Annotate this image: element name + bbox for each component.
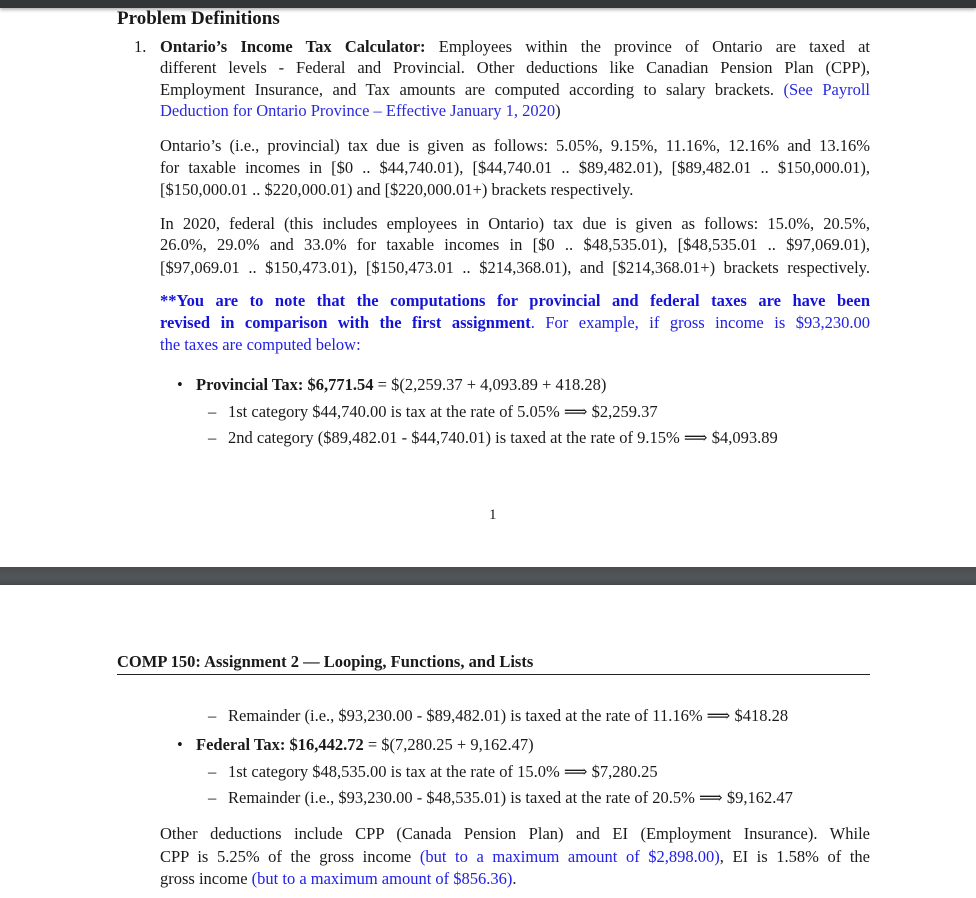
bullet: •	[177, 375, 183, 394]
text: )	[555, 101, 561, 120]
paragraph-line	[160, 101, 561, 121]
paragraph-line	[160, 80, 870, 100]
dash: –	[208, 428, 217, 447]
text: Employees within the province of Ontario are taxed at	[438, 37, 871, 56]
paragraph-line	[160, 847, 870, 867]
paragraph-line: 26.0%, 29.0% and 33.0% for taxable incomes in [$0 .. $48,535.01), [$48,535.01 .. $97,069.01),	[160, 235, 870, 254]
header-rule	[117, 674, 870, 675]
item-number: 1.	[134, 37, 147, 56]
provincial-tax-label: Provincial Tax: $6,771.54	[196, 375, 374, 394]
running-header	[117, 652, 533, 672]
note-bold: revised in comparison with the first assignment	[160, 313, 531, 332]
payroll-link-continued[interactable]: Deduction for Ontario Province – Effective January 1, 2020	[160, 101, 556, 120]
note-bold: **You are to note that the computations for provincial and federal taxes are have been	[160, 291, 870, 310]
note-text: . For example, if gross income is $93,230.00	[530, 313, 870, 332]
paragraph-line	[160, 869, 517, 889]
note-text: (but to a maximum amount of $856.36)	[251, 869, 513, 888]
viewer-toolbar	[0, 0, 976, 8]
dash: –	[208, 706, 217, 725]
sub-item: Remainder (i.e., $93,230.00 - $89,482.01) is taxed at the rate of 11.16% ⟹ $418.28	[228, 706, 789, 725]
paragraph-line: for taxable incomes in [$0 .. $44,740.01), [$44,740.01 .. $89,482.01), [$89,482.01 .. $150,000.01),	[160, 158, 870, 177]
provincial-tax-line	[196, 375, 606, 395]
sub-item: 1st category $44,740.00 is tax at the rate of 5.05% ⟹ $2,259.37	[228, 402, 658, 421]
page-separator	[0, 567, 976, 585]
dash: –	[208, 762, 217, 781]
text: .	[512, 869, 517, 888]
payroll-link[interactable]: (See Payroll	[783, 80, 870, 99]
item-title: Ontario’s Income Tax Calculator:	[160, 37, 426, 56]
dash: –	[208, 402, 217, 421]
paragraph-line	[160, 313, 870, 333]
assignment-title: : Assignment 2 — Looping, Functions, and Lists	[195, 652, 534, 671]
text: CPP is 5.25% of the gross income	[160, 847, 420, 866]
section-heading: Problem Definitions	[117, 8, 280, 29]
paragraph-line: Ontario’s (i.e., provincial) tax due is given as follows: 5.05%, 9.15%, 11.16%, 12.16% and 13.16%	[160, 136, 870, 155]
note-text: (but to a maximum amount of $2,898.00)	[419, 847, 720, 866]
paragraph-line: [$150,000.01 .. $220,000.01) and [$220,000.01+) brackets respectively.	[160, 180, 634, 199]
paragraph-line: Other deductions include CPP (Canada Pension Plan) and EI (Employment Insurance). While	[160, 824, 870, 843]
paragraph-line: different levels - Federal and Provincial. Other deductions like Canadian Pension Plan (CPP),	[160, 58, 870, 77]
sub-item: 1st category $48,535.00 is tax at the rate of 15.0% ⟹ $7,280.25	[228, 762, 658, 781]
formula: = $(2,259.37 + 4,093.89 + 418.28)	[373, 375, 607, 394]
text: gross income	[160, 869, 252, 888]
note-text: the taxes are computed below:	[160, 335, 361, 354]
text: , EI is 1.58% of the	[719, 847, 870, 866]
paragraph-line: In 2020, federal (this includes employees in Ontario) tax due is given as follows: 15.0%, 20.5%,	[160, 214, 870, 233]
federal-tax-label: Federal Tax: $16,442.72	[196, 735, 364, 754]
text: Employment Insurance, and Tax amounts are computed according to salary brackets.	[160, 80, 775, 99]
bullet: •	[177, 735, 183, 754]
federal-tax-line	[196, 735, 534, 755]
paragraph-line	[160, 37, 870, 57]
sub-item: 2nd category ($89,482.01 - $44,740.01) is taxed at the rate of 9.15% ⟹ $4,093.89	[228, 428, 778, 447]
dash: –	[208, 788, 217, 807]
paragraph-line: [$97,069.01 .. $150,473.01), [$150,473.01 .. $214,368.01), and [$214,368.01+) brackets respectively.	[160, 258, 870, 277]
sub-item: Remainder (i.e., $93,230.00 - $48,535.01) is taxed at the rate of 20.5% ⟹ $9,162.47	[228, 788, 793, 807]
page-number: 1	[489, 507, 497, 523]
formula: = $(7,280.25 + 9,162.47)	[363, 735, 534, 754]
course-code: COMP 150	[117, 652, 196, 671]
